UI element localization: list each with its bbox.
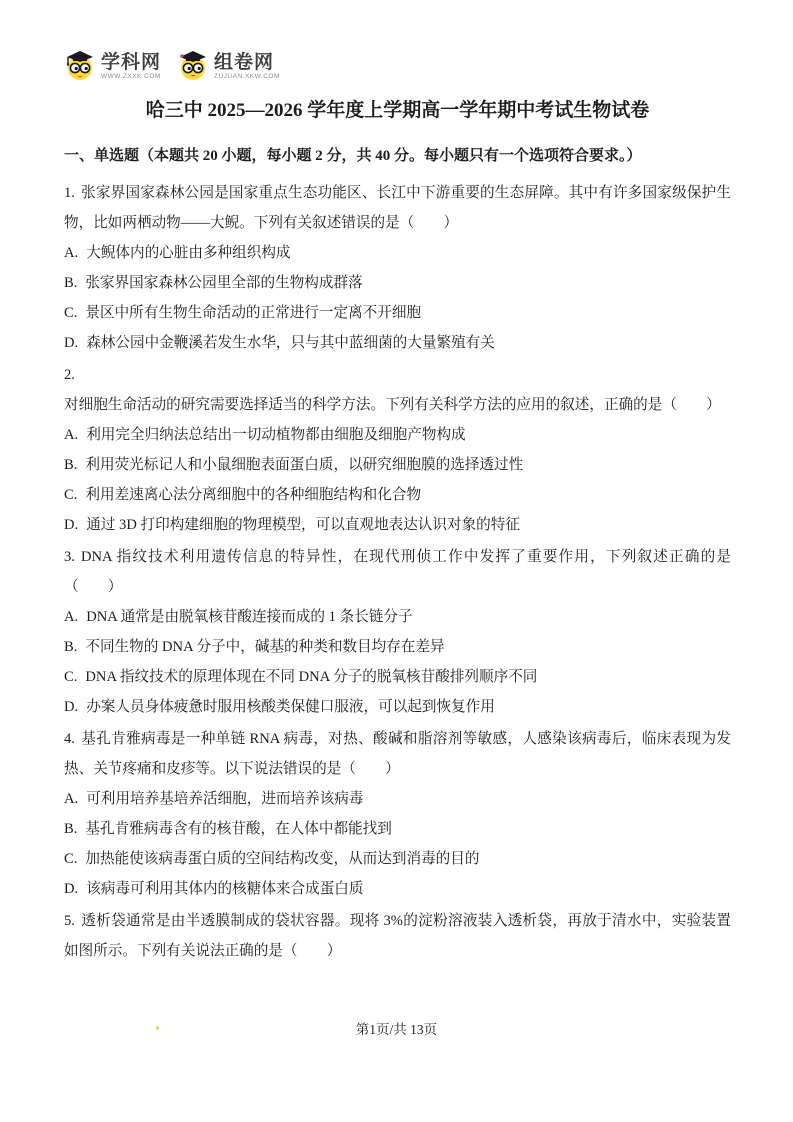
option-text: 加热能使该病毒蛋白质的空间结构改变，从而达到消毒的目的 (85, 851, 480, 867)
question-stem (64, 178, 731, 238)
question-stem (64, 724, 731, 784)
option-label: B. (64, 821, 78, 837)
question-stem (64, 906, 731, 966)
option-label: A. (64, 245, 79, 261)
question-5 (64, 906, 731, 966)
page-title: 哈三中 2025—2026 学年度上学期高一学年期中考试生物试卷 (145, 100, 650, 121)
question-number: 4. (64, 731, 75, 747)
option-row (64, 450, 731, 480)
option-label: D. (64, 881, 79, 897)
option-label: D. (64, 699, 79, 715)
option-row (64, 510, 731, 540)
option-text: 可利用培养基培养活细胞，进而培养该病毒 (86, 791, 364, 807)
option-label: C. (64, 305, 78, 321)
option-text: 办案人员身体疲惫时服用核酸类保健口服液，可以起到恢复作用 (86, 699, 495, 715)
option-text: DNA 通常是由脱氧核苷酸连接而成的 1 条长链分子 (86, 609, 413, 625)
option-text: 大鲵体内的心脏由多种组织构成 (86, 245, 291, 261)
graduate-owl-icon (64, 48, 96, 87)
option-label: B. (64, 457, 78, 473)
option-text: 景区中所有生物生命活动的正常进行一定离不开细胞 (85, 305, 422, 321)
option-text: 张家界国家森林公园里全部的生物构成群落 (85, 275, 363, 291)
option-text: 基孔肯雅病毒含有的核苷酸，在人体中都能找到 (85, 821, 392, 837)
option-row (64, 874, 731, 904)
logo-row (64, 48, 731, 86)
question-stem-text: 透析袋通常是由半透膜制成的袋状容器。现将 3%的淀粉溶液装入透析袋，再放于清水中，实验装置如图所示。下列有关说法正确的是（ ） (64, 913, 731, 959)
option-label: A. (64, 609, 79, 625)
question-1 (64, 178, 731, 358)
option-text: 利用荧光标记人和小鼠细胞表面蛋白质，以研究细胞膜的选择透过性 (85, 457, 524, 473)
question-number: 5. (64, 913, 75, 929)
option-row (64, 814, 731, 844)
option-row (64, 662, 731, 692)
option-text: 森林公园中金鞭溪若发生水华，只与其中蓝细菌的大量繁殖有关 (86, 335, 495, 351)
question-3 (64, 542, 731, 722)
option-label: B. (64, 275, 78, 291)
question-stem-text: 张家界国家森林公园是国家重点生态功能区、长江中下游重要的生态屏障。其中有许多国家级保护生物，比如两栖动物——大鲵。下列有关叙述错误的是（ ） (64, 185, 731, 231)
zujuan-logo (177, 48, 280, 87)
option-row (64, 420, 731, 450)
option-text: 利用差速离心法分离细胞中的各种细胞结构和化合物 (85, 487, 422, 503)
option-text: 利用完全归纳法总结出一切动植物都由细胞及细胞产物构成 (86, 427, 466, 443)
option-row (64, 238, 731, 268)
question-4 (64, 724, 731, 904)
option-row (64, 784, 731, 814)
page-footer: 第1页/共 13页 (355, 1022, 438, 1037)
section-heading: 一、单选题（本题共 20 小题，每小题 2 分，共 40 分。每小题只有一个选项符合要求。） (64, 148, 642, 164)
option-text: DNA 指纹技术的原理体现在不同 DNA 分子的脱氧核苷酸排列顺序不同 (85, 669, 538, 685)
option-row (64, 298, 731, 328)
option-label: D. (64, 517, 79, 533)
question-stem-text: 基孔肯雅病毒是一种单链 RNA 病毒，对热、酸碱和脂溶剂等敏感，人感染该病毒后，临床表现为发热、关节疼痛和皮疹等。以下说法错误的是（ ） (64, 731, 731, 777)
option-label: C. (64, 487, 78, 503)
option-row (64, 602, 731, 632)
xkw-logo-url: WWW.ZXXK.COM (101, 73, 161, 81)
option-row (64, 480, 731, 510)
option-label: C. (64, 851, 78, 867)
question-stem (64, 542, 731, 602)
question-number: 2. (64, 367, 75, 383)
option-text: 通过 3D 打印构建细胞的物理模型，可以直观地表达认识对象的特征 (86, 517, 520, 533)
option-row (64, 844, 731, 874)
option-label: D. (64, 335, 79, 351)
question-2 (64, 360, 731, 540)
question-number: 1. (64, 185, 75, 201)
option-row (64, 632, 731, 662)
option-row (64, 692, 731, 722)
option-label: B. (64, 639, 78, 655)
question-list (64, 178, 731, 966)
zujuan-logo-url: ZUJUAN.XKW.COM (214, 73, 280, 81)
question-stem (64, 360, 731, 420)
option-text: 不同生物的 DNA 分子中，碱基的种类和数目均存在差异 (85, 639, 445, 655)
option-row (64, 328, 731, 358)
option-label: A. (64, 791, 79, 807)
question-stem-text: 对细胞生命活动的研究需要选择适当的科学方法。下列有关科学方法的应用的叙述，正确的是（ ） (64, 397, 721, 413)
option-label: C. (64, 669, 78, 685)
graduate-owl-icon (177, 48, 209, 87)
zujuan-logo-name: 组卷网 (214, 52, 275, 74)
option-text: 该病毒可利用其体内的核糖体来合成蛋白质 (86, 881, 364, 897)
option-row (64, 268, 731, 298)
question-stem-text: DNA 指纹技术利用遗传信息的特异性，在现代刑侦工作中发挥了重要作用，下列叙述正确的是（ ） (64, 549, 731, 595)
question-number: 3. (64, 549, 75, 565)
xkw-logo (64, 48, 161, 87)
option-label: A. (64, 427, 79, 443)
xkw-logo-name: 学科网 (101, 52, 162, 74)
